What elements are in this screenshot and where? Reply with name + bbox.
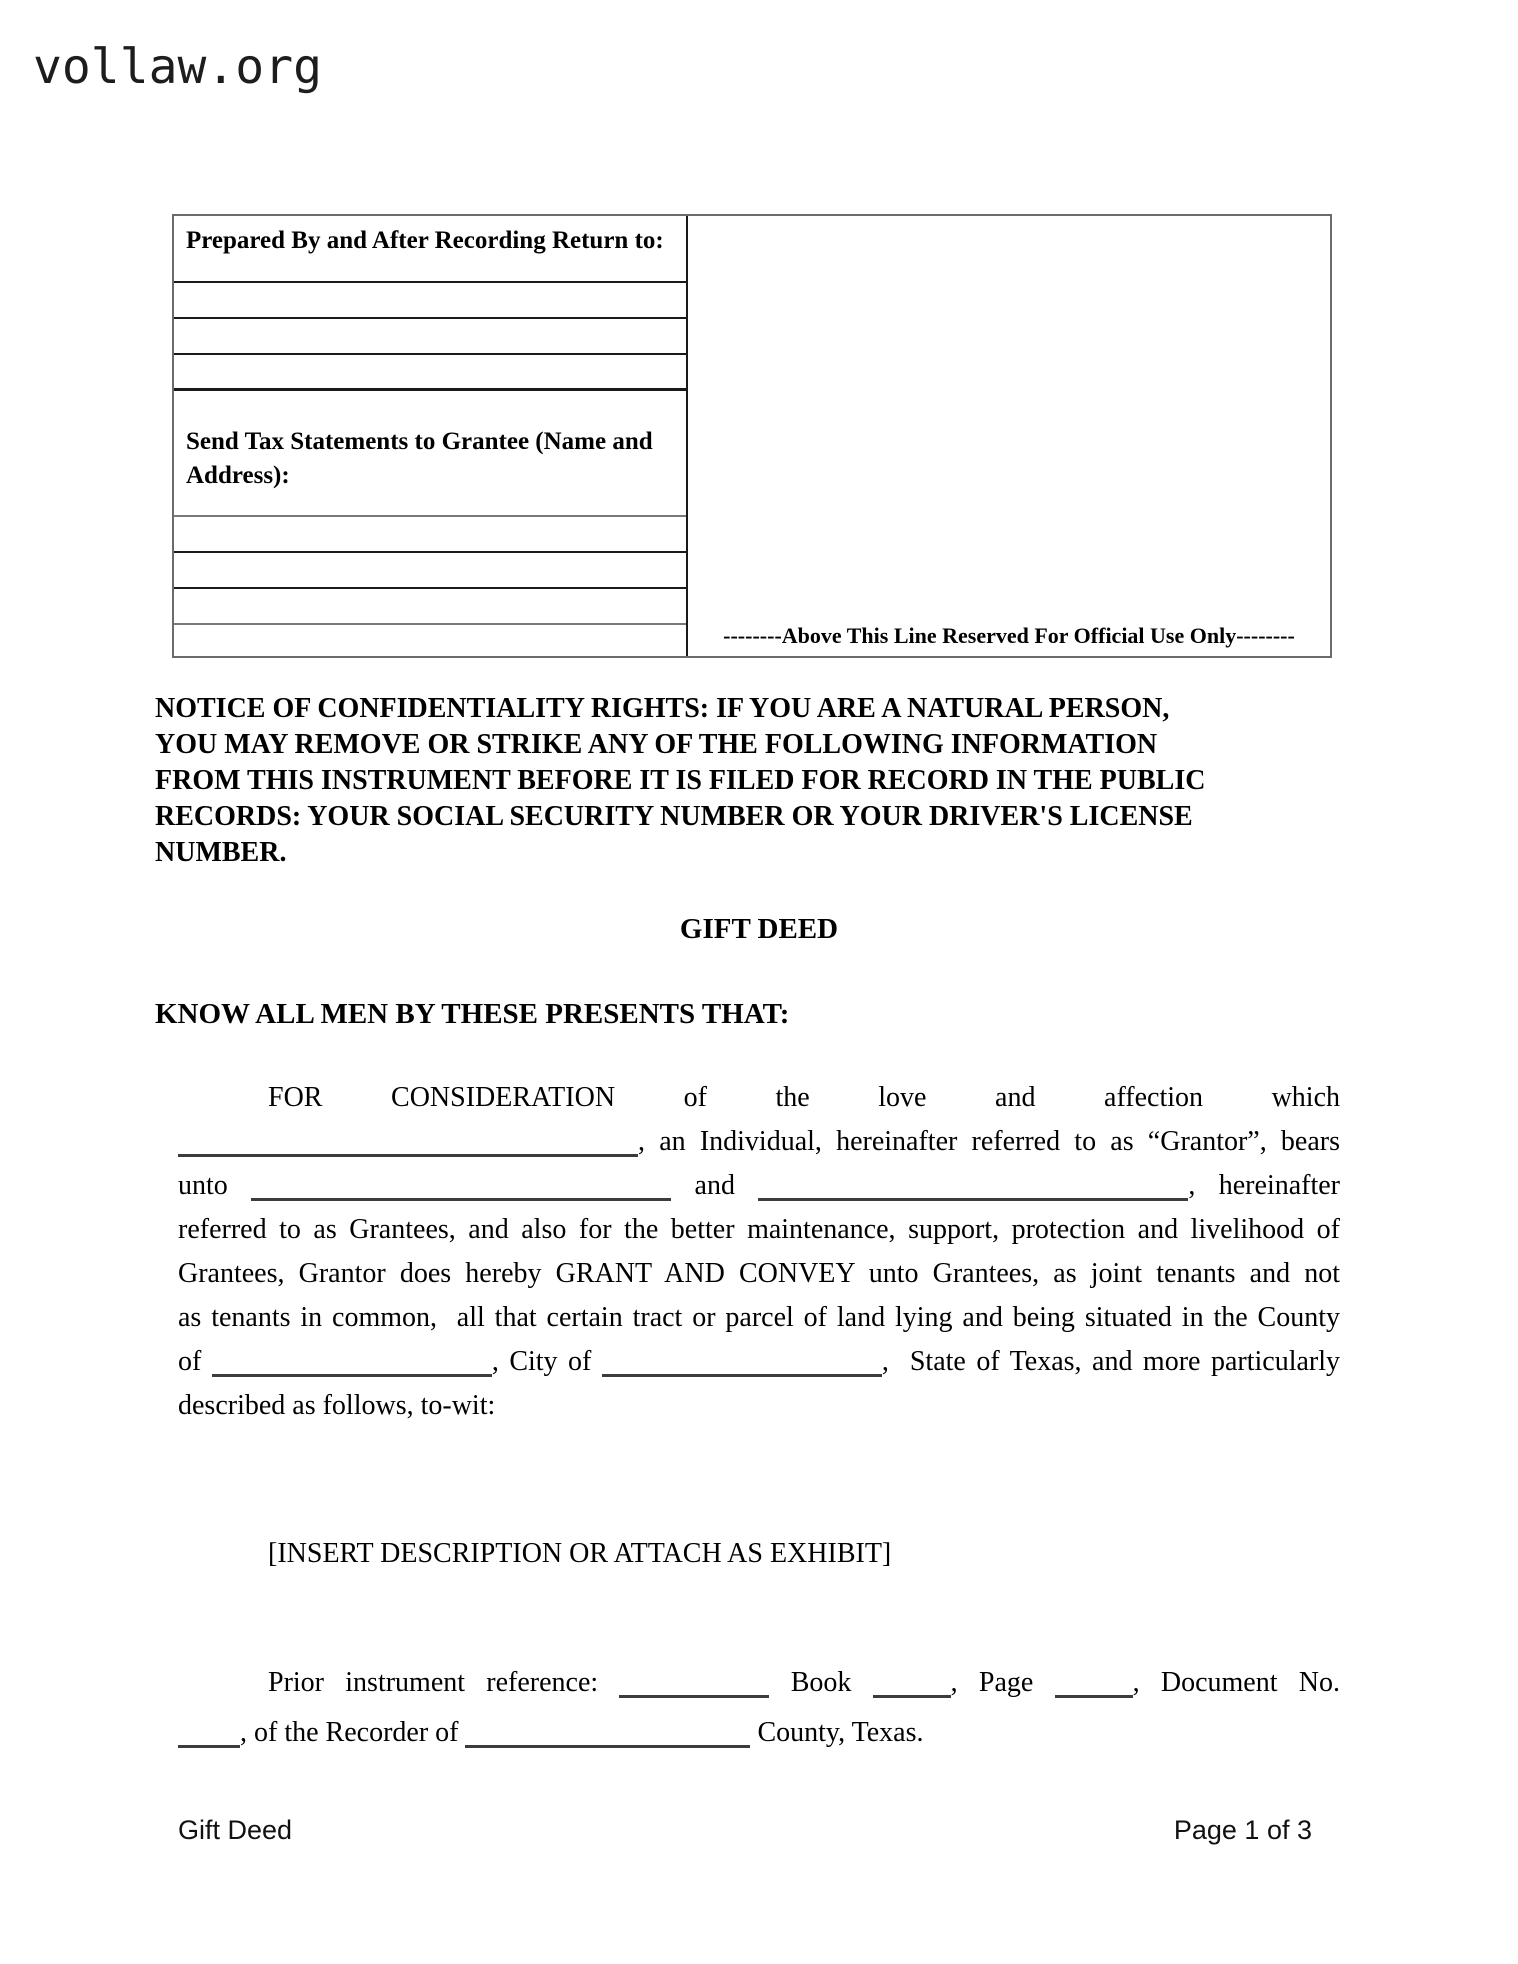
send-tax-blank-line[interactable] [174, 625, 686, 656]
vollaw-logo: vollaw.org [33, 39, 322, 95]
text-line [178, 1164, 1340, 1208]
document-no-blank[interactable] [178, 1722, 240, 1748]
recording-info-table [172, 214, 1332, 658]
confidentiality-notice [155, 691, 1340, 871]
official-use-area [688, 216, 1330, 656]
text-segment: , Page [950, 1667, 1055, 1698]
grantee-2-name-blank[interactable] [758, 1175, 1188, 1201]
text-line [178, 1658, 1340, 1708]
text-segment: referred to as Grantees, and also for the better maintenance, support, protection and livelihood of [178, 1214, 1340, 1245]
footer-page-indicator: Page 1 of 3 [1173, 1815, 1312, 1845]
city-blank[interactable] [602, 1351, 882, 1377]
text-segment: NOTICE OF CONFIDENTIALITY RIGHTS: IF YOU ARE A NATURAL PERSON, [155, 693, 1170, 724]
page-blank[interactable] [1055, 1672, 1133, 1698]
text-segment: unto [178, 1170, 252, 1201]
text-line [155, 727, 1340, 763]
prepared-by-label: Prepared By and After Recording Return to: [174, 216, 686, 283]
book-blank[interactable] [873, 1672, 951, 1698]
document-body [155, 214, 1341, 1846]
presents-heading: KNOW ALL MEN BY THESE PRESENTS THAT: [155, 998, 790, 1030]
insert-description-placeholder: [INSERT DESCRIPTION OR ATTACH AS EXHIBIT] [268, 1538, 892, 1569]
text-line [155, 763, 1340, 799]
footer-doc-title: Gift Deed [178, 1815, 293, 1845]
text-line [178, 1340, 1340, 1384]
text-segment: FROM THIS INSTRUMENT BEFORE IT IS FILED FOR RECORD IN THE PUBLIC [155, 765, 1206, 796]
text-segment: and [671, 1170, 759, 1201]
official-use-note: --------Above This Line Reserved For Official Use Only-------- [723, 623, 1295, 648]
text-segment: YOU MAY REMOVE OR STRIKE ANY OF THE FOLLOWING INFORMATION [155, 729, 1158, 760]
text-segment: described as follows, to-wit: [178, 1390, 496, 1421]
text-segment: , State of Texas, and more particularly [881, 1346, 1341, 1377]
text-line [155, 799, 1340, 835]
document-title: GIFT DEED [679, 913, 839, 945]
text-line [178, 1708, 1340, 1758]
text-segment: Prior instrument reference: [268, 1667, 620, 1698]
recorder-county-blank[interactable] [465, 1722, 750, 1748]
send-tax-label: Send Tax Statements to Grantee (Name and Address): [174, 391, 686, 517]
prepared-by-blank-line[interactable] [174, 319, 686, 355]
recording-table-left-column [174, 216, 688, 656]
text-line [178, 1208, 1340, 1252]
reference-blank[interactable] [619, 1672, 769, 1698]
text-segment: , hereinafter [1188, 1170, 1340, 1201]
text-segment: , an Individual, hereinafter referred to as “Grantor”, bears [638, 1126, 1340, 1157]
text-line [178, 1120, 1340, 1164]
text-segment: RECORDS: YOUR SOCIAL SECURITY NUMBER OR YOUR DRIVER'S LICENSE [155, 801, 1193, 832]
consideration-paragraph [178, 1076, 1340, 1428]
text-segment: Grantees, Grantor does hereby GRANT AND CONVEY unto Grantees, as joint tenants and not [178, 1258, 1340, 1289]
text-line [155, 835, 1340, 871]
send-tax-blank-line[interactable] [174, 517, 686, 553]
grantor-name-blank[interactable] [178, 1131, 638, 1157]
text-segment: as tenants in common, all that certain tract or parcel of land lying and being situated in the County [178, 1302, 1340, 1333]
text-segment: NUMBER. [155, 837, 287, 868]
text-segment: of [178, 1346, 212, 1377]
prepared-by-blank-line[interactable] [174, 355, 686, 391]
prior-instrument-reference [178, 1658, 1340, 1758]
text-line [155, 691, 1340, 727]
grantee-1-name-blank[interactable] [251, 1175, 671, 1201]
text-segment: Book [769, 1667, 873, 1698]
text-line [178, 1296, 1340, 1340]
prepared-by-blank-line[interactable] [174, 283, 686, 319]
text-line [178, 1252, 1340, 1296]
text-segment: County, Texas. [750, 1717, 924, 1748]
text-line [178, 1384, 1340, 1428]
page-footer [178, 1814, 1340, 1846]
text-segment: , City of [491, 1346, 602, 1377]
send-tax-blank-line[interactable] [174, 553, 686, 589]
send-tax-blank-line[interactable] [174, 589, 686, 625]
text-segment: , Document No. [1132, 1667, 1340, 1698]
county-blank[interactable] [212, 1351, 492, 1377]
text-segment: FOR CONSIDERATION of the love and affection which [268, 1082, 1340, 1113]
text-segment: , of the Recorder of [240, 1717, 466, 1748]
text-line [178, 1076, 1340, 1120]
